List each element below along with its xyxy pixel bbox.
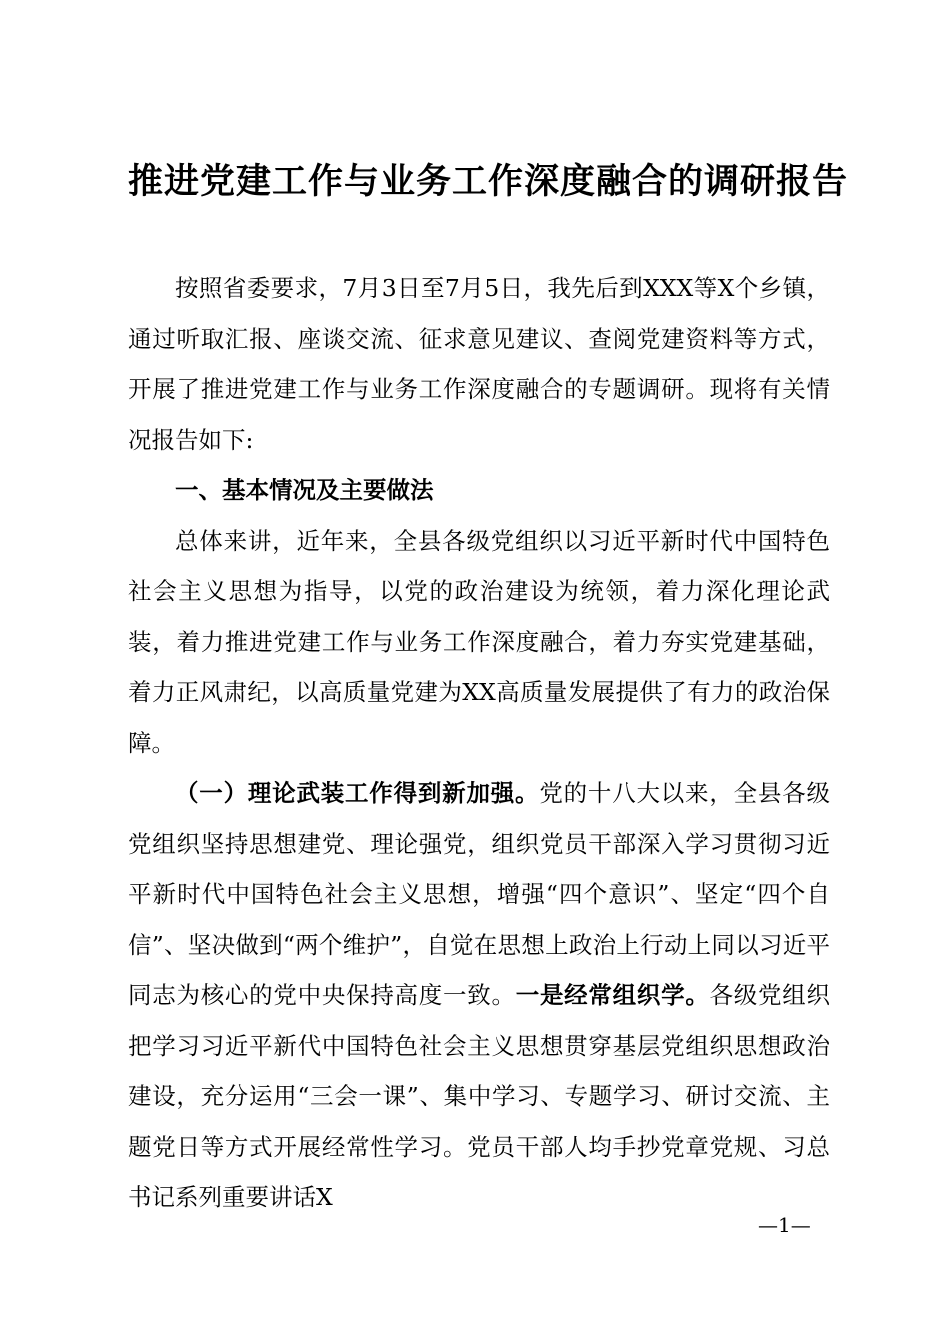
summary-paragraph: 总体来讲，近年来，全县各级党组织以习近平新时代中国特色社会主义思想为指导，以党的政治建设为统领，着力深化理论武装，着力推进党建工作与业务工作深度融合，着力夯实党建基础，着力正风肃纪，以高质量党建为XX高质量发展提供了有力的政治保障。 bbox=[128, 526, 830, 757]
point-text: 各级党组织把学习习近平新代中国特色社会主义思想贯穿基层党组织思想政治建设，充分运用“三会一课”、集中学习、专题学习、研讨交流、主题党日等方式开展经常性学习。党员干部人均手抄党章党规、习总书记系列重要讲话X bbox=[128, 981, 831, 1211]
document-title: 推进党建工作与业务工作深度融合的调研报告 bbox=[128, 161, 849, 202]
document-body bbox=[128, 263, 830, 1223]
point-heading: 一是经常组织学。 bbox=[515, 981, 710, 1009]
section-heading: 一、基本情况及主要做法 bbox=[175, 476, 434, 504]
intro-paragraph: 按照省委要求，7月3日至7月5日，我先后到XXX等X个乡镇，通过听取汇报、座谈交流、征求意见建议、查阅党建资料等方式，开展了推进党建工作与业务工作深度融合的专题调研。现将有关情况报告如下: bbox=[128, 274, 830, 454]
subsection-paragraph bbox=[128, 768, 830, 1223]
subsection-heading: （一）理论武装工作得到新加强。 bbox=[175, 779, 540, 807]
page-number: —1— bbox=[758, 1213, 811, 1237]
subsection-text: 党的十八大以来，全县各级党组织坚持思想建党、理论强党，组织党员干部深入学习贯彻习近平新时代中国特色社会主义思想，增强“四个意识”、坚定“四个自信”、坚决做到“两个维护”，自觉在思想上政治上行动上同以习近平同志为核心的党中央保持高度一致。 bbox=[128, 779, 831, 1009]
